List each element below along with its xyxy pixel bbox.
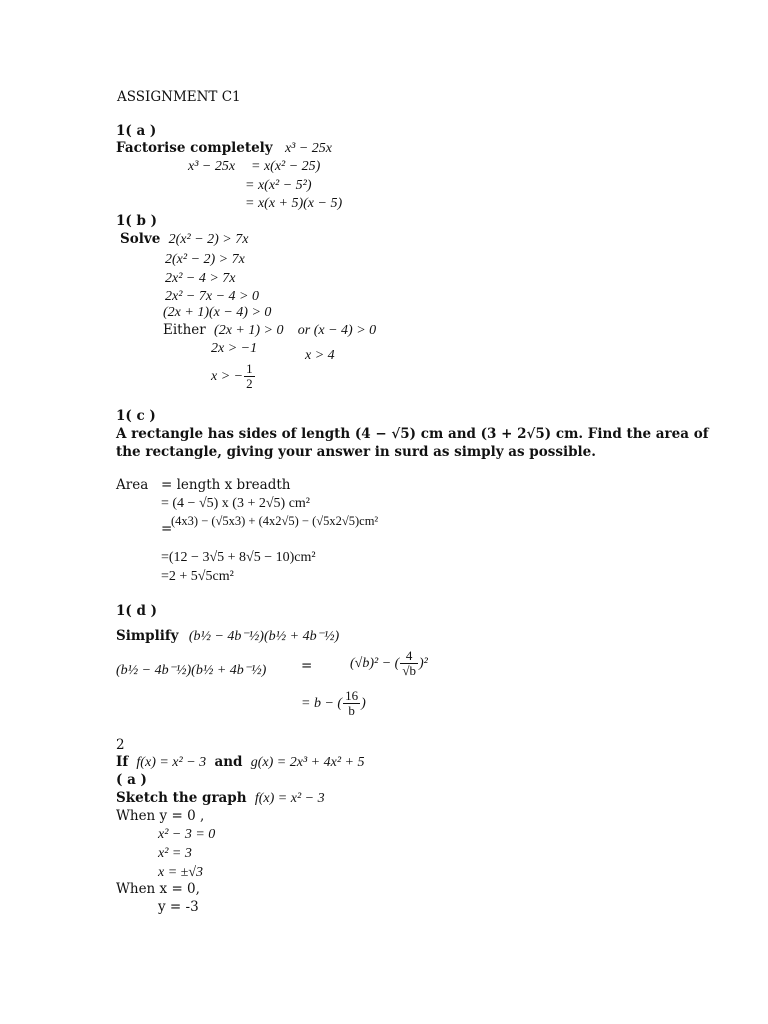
- q2-x-step1: y = -3: [158, 899, 199, 915]
- q2-if-line: [116, 754, 364, 771]
- q1c-area-step1: = length x breadth: [161, 477, 291, 493]
- q1d-rhs1-a: (√b)² − (: [350, 656, 400, 671]
- q2-and: and: [214, 754, 243, 770]
- q2-g-expr: g(x) = 2x³ + 4x² + 5: [250, 755, 365, 770]
- q2-sub-label: ( a ): [116, 772, 147, 788]
- q1b-either-line: [163, 322, 376, 339]
- q2-label: 2: [116, 737, 125, 753]
- q1b-step6-fraction: [244, 362, 255, 391]
- q1c-prompt-line1: A rectangle has sides of length (4 − √5) cm and (3 + 2√5) cm. Find the area of: [116, 426, 709, 442]
- q2-y-step2: x² = 3: [158, 846, 192, 861]
- q1b-either-b: or (x − 4) > 0: [297, 323, 377, 338]
- q2-sketch-expr: f(x) = x² − 3: [254, 791, 325, 806]
- q1c-label: 1( c ): [116, 408, 156, 424]
- q1a-prompt: Factorise completely: [116, 140, 273, 156]
- q1b-step1: 2(x² − 2) > 7x: [165, 252, 245, 267]
- q1d-rhs2-b: ): [361, 696, 366, 711]
- q1b-prompt: Solve: [120, 231, 161, 247]
- q1a-prompt-line: [116, 140, 332, 157]
- q1b-step6-den: 2: [246, 376, 253, 391]
- q1d-prompt-line: [116, 628, 339, 645]
- q1a-label: 1( a ): [116, 123, 157, 139]
- q1a-step1-lhs: x³ − 25x: [188, 159, 236, 174]
- q1c-area-step5: =2 + 5√5cm²: [161, 569, 234, 584]
- q1d-rhs1-num: 4: [405, 648, 413, 663]
- q1a-prompt-expr: x³ − 25x: [284, 141, 333, 156]
- q1a-step2: = x(x² − 5²): [245, 178, 312, 193]
- q1b-step4: (2x + 1)(x − 4) > 0: [163, 305, 272, 320]
- q1d-prompt-expr: (b½ − 4b⁻½)(b½ + 4b⁻½): [188, 629, 340, 644]
- q1b-prompt-line: [120, 231, 248, 248]
- q2-when-x: When x = 0,: [116, 881, 200, 897]
- q1d-rhs2-den: b: [343, 703, 360, 718]
- q2-y-step1: x² − 3 = 0: [158, 827, 216, 842]
- q1d-label: 1( d ): [116, 603, 158, 619]
- q1b-step2: 2x² − 4 > 7x: [165, 271, 236, 286]
- q1d-lhs: (b½ − 4b⁻½)(b½ + 4b⁻½): [116, 663, 267, 678]
- q2-sketch: Sketch the graph: [116, 790, 247, 806]
- q1c-prompt-line2: the rectangle, giving your answer in surd as simply as possible.: [116, 444, 596, 460]
- q1b-step6: [211, 362, 256, 391]
- q1a-step1: = x(x² − 25): [251, 159, 321, 174]
- q1b-step6-prefix: x > −: [211, 369, 244, 384]
- q1d-rhs2-a: = b − (: [301, 696, 343, 711]
- q1d-rhs2: [301, 689, 366, 718]
- q1b-step6-num: 1: [246, 361, 253, 376]
- q1d-rhs1-den: √b: [402, 663, 416, 678]
- q1b-label: 1( b ): [116, 213, 158, 229]
- q1c-area-step4: =(12 − 3√5 + 8√5 − 10)cm²: [161, 550, 316, 565]
- q1b-step5a: 2x > −1: [211, 341, 258, 356]
- q1c-area-label: Area: [116, 477, 149, 493]
- q1d-prompt: Simplify: [116, 628, 179, 644]
- q2-y-step3: x = ±√3: [158, 865, 204, 880]
- q1d-rhs1-fraction: [400, 649, 418, 678]
- q2-when-y: When y = 0 ,: [116, 808, 205, 824]
- q1b-prompt-expr: 2(x² − 2) > 7x: [168, 232, 249, 247]
- q1c-area-step3: (4x3) − (√5x3) + (4x2√5) − (√5x2√5)cm²: [171, 514, 379, 528]
- q1b-step5b: x > 4: [305, 348, 335, 363]
- q1b-step3: 2x² − 7x − 4 > 0: [165, 289, 259, 304]
- q1d-eq1: =: [301, 658, 313, 674]
- q1c-area-step2: = (4 − √5) x (3 + 2√5) cm²: [161, 496, 311, 511]
- q1b-either-a: (2x + 1) > 0: [214, 323, 284, 338]
- q1d-rhs1: [350, 649, 428, 678]
- q1d-rhs2-num: 16: [345, 688, 359, 703]
- q1d-rhs1-b: )²: [418, 656, 428, 671]
- q2-if: If: [116, 754, 129, 770]
- q2-sketch-line: [116, 790, 325, 807]
- q1d-rhs2-fraction: [343, 689, 360, 718]
- q2-f-expr: f(x) = x² − 3: [136, 755, 207, 770]
- q1b-either: Either: [163, 322, 206, 338]
- q1a-step3: = x(x + 5)(x − 5): [245, 196, 343, 211]
- assignment-title: ASSIGNMENT C1: [117, 89, 241, 105]
- q1c-area-step3-eq: =: [161, 521, 173, 537]
